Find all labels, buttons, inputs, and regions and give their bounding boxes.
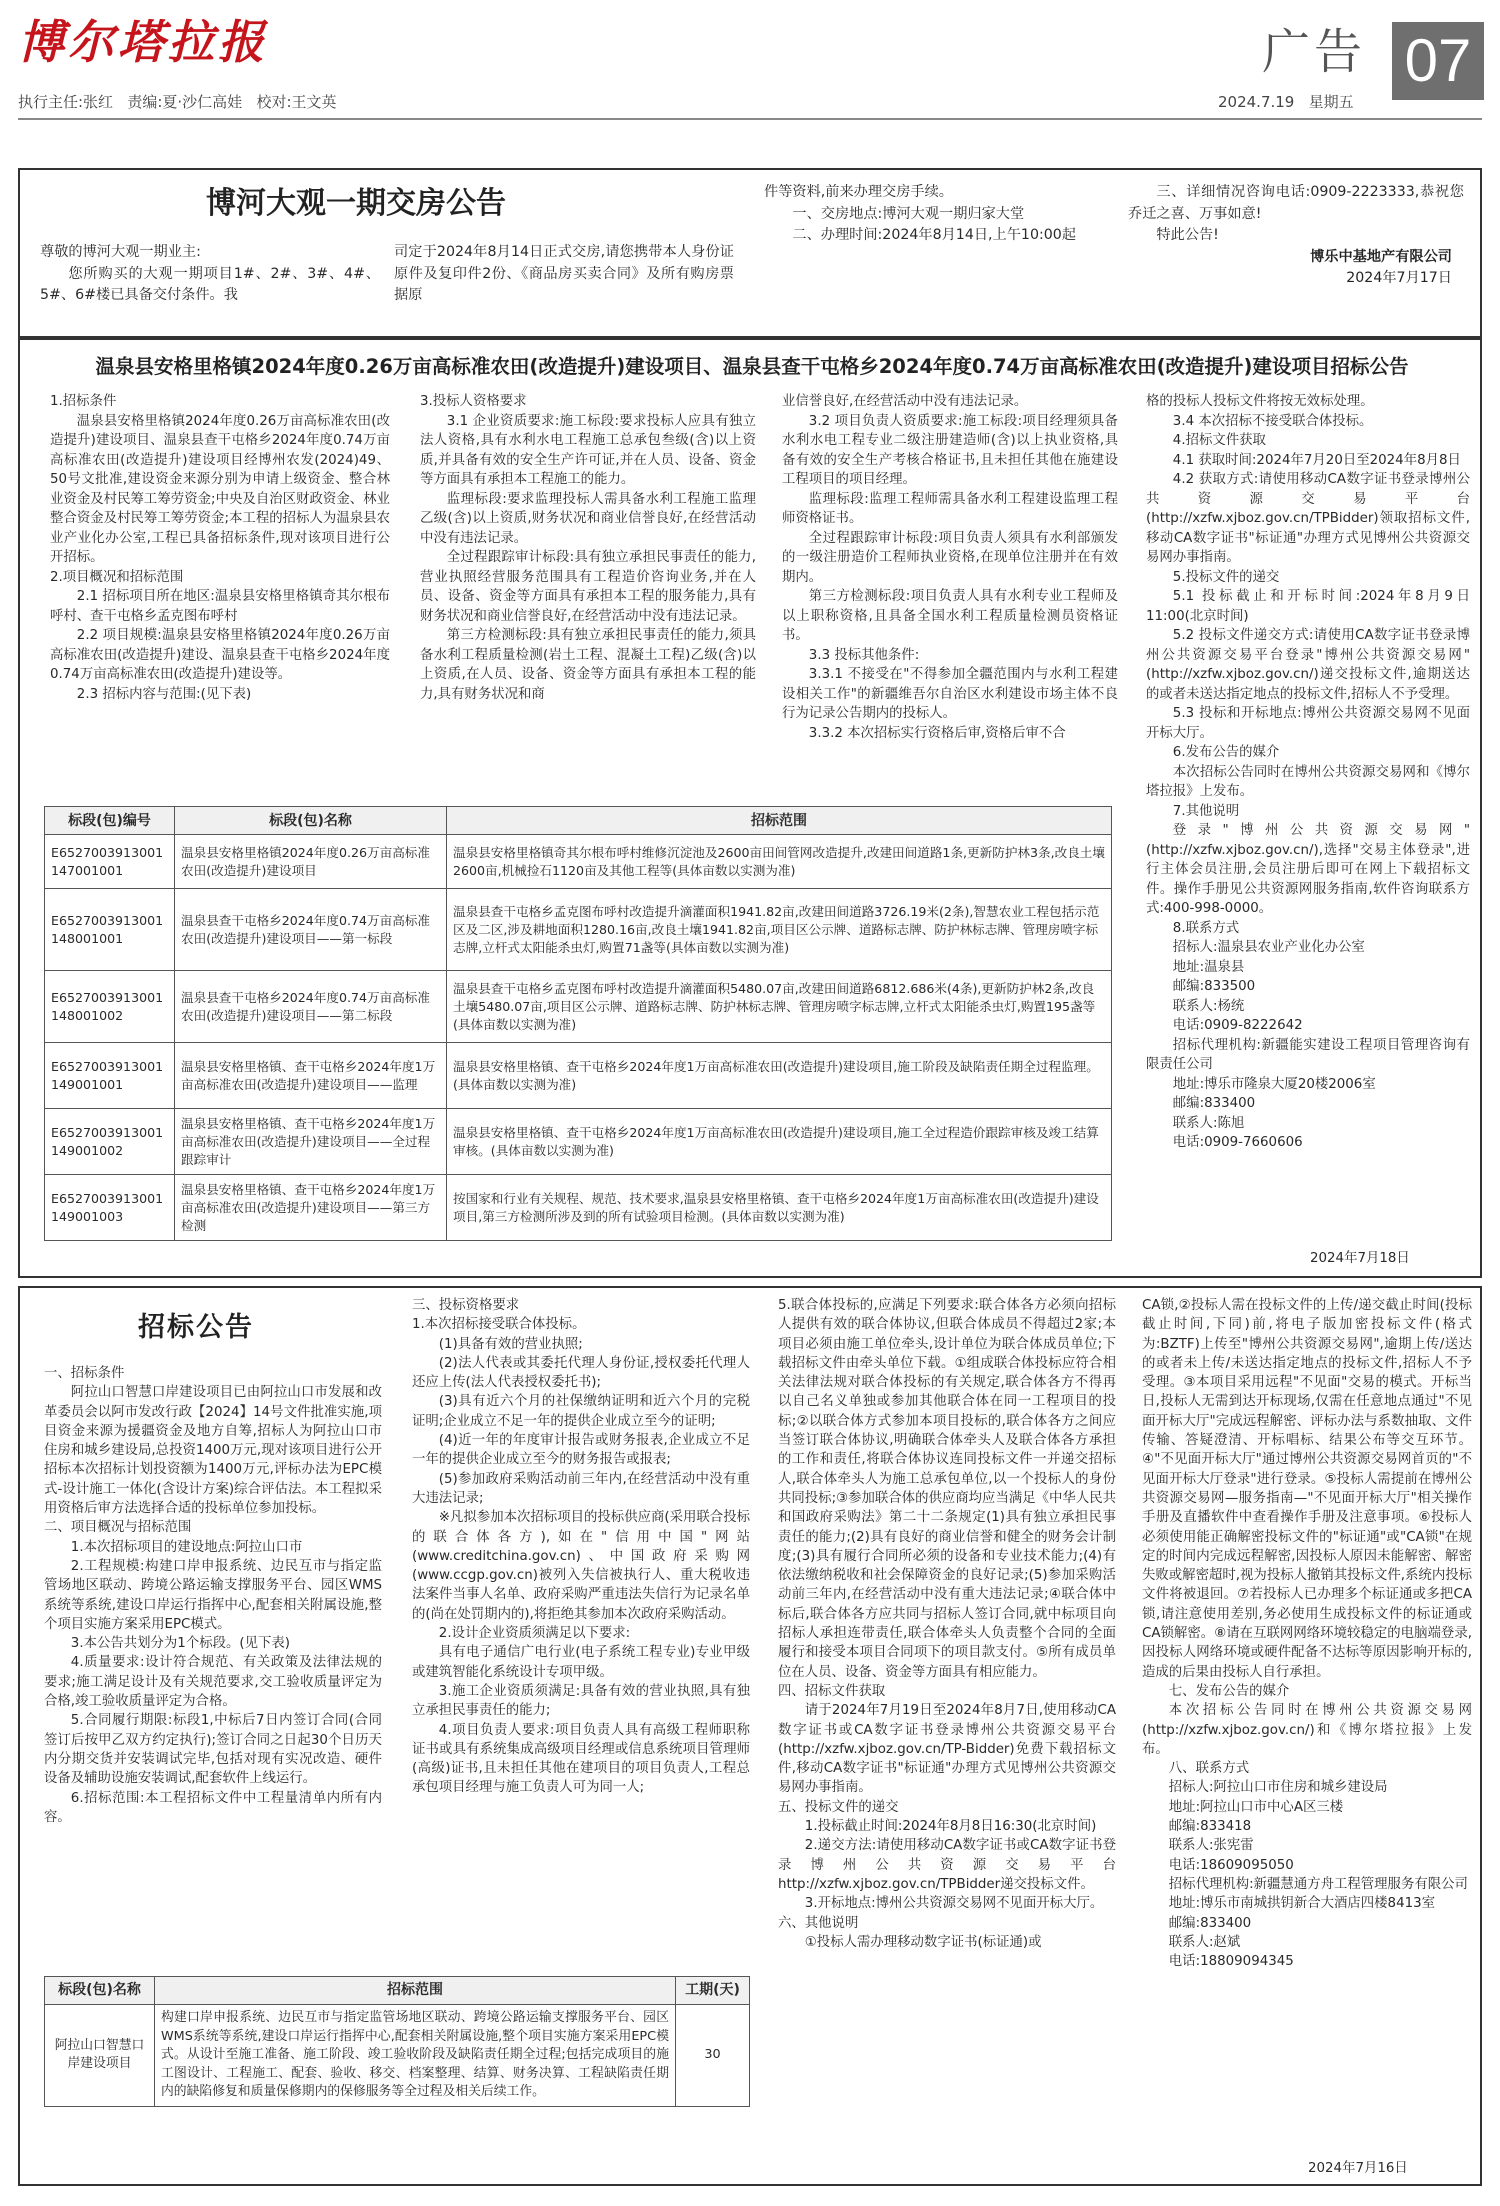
paragraph: (4)近一年的年度审计报告或财务报表,企业成立不足一年的提供企业成立至今的财务报告或报表; [412,1433,750,1468]
paragraph: 6.招标范围:本工程招标文件中工程量清单内所有内容。 [44,1790,382,1825]
table-cell: E6527003913001148001001 [45,889,175,971]
paragraph: 监理标段:要求监理投标人需具备水利工程施工监理乙级(含)以上资质,财务状况和商业信誉良好,在经营活动中没有违法记录。 [420,491,756,546]
paragraph: (5)参加政府采购活动前三年内,在经营活动中没有重大违法记录; [412,1471,750,1506]
date-line: 2024.7.19 星期五 [1218,93,1354,111]
column-header: 标段(包)编号 [45,807,175,835]
paragraph: 全过程跟踪审计标段:具有独立承担民事责任的能力,营业执照经营服务范围具有工程造价咨询业务,并在人员、设备、资金等方面具有承担本工程的服务能力,具有财务状况和商业信誉良好,在经营活动中没有违法记录。 [420,550,756,624]
paragraph: 2.2 项目规模:温泉县安格里格镇2024年度0.26万亩高标准农田(改造提升)建设、温泉县查干屯格乡2024年度0.74万亩高标准农田(改造提升)建设等。 [50,628,390,682]
housing-notice [18,168,1482,338]
paragraph: 5.合同履行期限:标段1,中标后7日内签订合同(合同签订后按甲乙双方约定执行);签订合同之日起30个日历天内分期交货并安装调试完毕,包括对现有实况改造、硬件设备及辅助设施安装调试,配套软件上线运行。 [44,1713,382,1787]
paragraph: 4.2 获取方式:请使用移动CA数字证书登录博州公共资源交易平台(http://xzfw.xjboz.gov.cn/TPBidder)领取招标文件,移动CA数字证书"标证通"办理方式见博州公共资源交易网办事指南。 [1146,472,1470,565]
page-number: 07 [1392,22,1484,100]
notice-col-4 [1146,392,1470,1153]
paragraph: 5.3 投标和开标地点:博州公共资源交易网不见面开标大厅。 [1146,706,1470,741]
notice-title: 温泉县安格里格镇2024年度0.26万亩高标准农田(改造提升)建设项目、温泉县查干屯格乡2024年度0.74万亩高标准农田(改造提升)建设项目招标公告 [95,355,1409,378]
paragraph: 二、办理时间:2024年8月14日,上午10:00起 [792,227,1077,243]
paragraph: (2)法人代表或其委托代理人身份证,授权委托代理人还应上传(法人代表授权委托书); [412,1355,750,1391]
notice-col-3 [782,392,1118,743]
paragraph: 三、详细情况咨询电话:0909-2223333,恭祝您乔迁之喜、万事如意! [1128,184,1464,222]
paragraph: 2.设计企业资质须满足以下要求: [438,1626,631,1642]
table-cell: 温泉县安格里格镇2024年度0.26万亩高标准农田(改造提升)建设项目 [175,835,447,889]
paragraph: 4.质量要求:设计符合规范、有关政策及法律法规的要求;施工满足设计及有关规范要求,交工验收质量评定为合格,竣工验收质量评定为合格。 [44,1655,382,1710]
paragraph: 3.4 本次招标不接受联合体投标。 [1172,413,1373,429]
paragraph: 八、联系方式 [1168,1761,1250,1777]
notice-col-2 [394,242,734,307]
paragraph: 地址:温泉县 [1172,959,1245,975]
table-cell: 温泉县安格里格镇、查干屯格乡2024年度1万亩高标准农田(改造提升)建设项目,施工阶段及缺陷责任期全过程监理。(具体亩数以实测为准) [447,1043,1112,1109]
paragraph: 您所购买的大观一期项目1#、2#、3#、4#、5#、6#楼已具备交付条件。我 [40,265,380,303]
table-cell: 温泉县安格里格镇、查干屯格乡2024年度1万亩高标准农田(改造提升)建设项目——全过程跟踪审计 [175,1109,447,1175]
masthead-rule [18,118,1482,120]
table-cell: 温泉县安格里格镇奇其尔根布呼村维修沉淀池及2600亩田间管网改造提升,改建田间道路1条,更新防护林3条,改良土壤2600亩,机械捡石1120亩及其他工程等(具体亩数以实测为准) [447,835,1112,889]
paragraph: 六、其他说明 [778,1915,859,1931]
notice-col-4 [1128,182,1464,290]
farmland-bid-notice [18,338,1482,1278]
table-cell: 阿拉山口智慧口岸建设项目 [45,2005,155,2107]
table-cell: 温泉县安格里格镇、查干屯格乡2024年度1万亩高标准农田(改造提升)建设项目——监理 [175,1043,447,1109]
paragraph: 一、交房地点:博河大观一期归家大堂 [792,205,1025,222]
paragraph: 地址:博乐市隆泉大厦20楼2006室 [1172,1076,1376,1092]
paragraph: 第三方检测标段:项目负责人具有水利专业工程师及以上职称资格,且具备全国水利工程质量检测员资格证书。 [782,589,1118,643]
notice-title: 招标公告 [138,1312,254,1343]
paragraph: 3.本公告共划分为1个标段。(见下表) [70,1636,291,1652]
paragraph: 2.工程规模:构建口岸申报系统、边民互市与指定监管场地区联动、跨境公路运输支撑服务平台、园区WMS系统等系统,建设口岸运行指挥中心,配套相关附属设施,整个项目实施方案采用EPC模式。 [44,1558,382,1632]
paragraph: ※凡拟参加本次招标项目的投标供应商(采用联合投标的联合体各方),如在"信用中国"网站(www.creditchina.gov.cn)、中国政府采购网(www.ccgp.gov.cn)被列入失信被执行人、重大税收违法案件当事人名单、政府采购严重违法失信行为记录名单的(尚在处罚期内的),将拒绝其参加本次政府采购活动。 [412,1510,750,1622]
paragraph: 2.递交方法:请使用移动CA数字证书或CA数字证书登录博州公共资源交易平台http://xzfw.xjboz.gov.cn/TPBidder递交投标文件。 [778,1838,1116,1892]
table-cell: E6527003913001149001001 [45,1043,175,1109]
paragraph: 8.联系方式 [1172,920,1240,936]
editor-line: 执行主任:张红 责编:夏·沙仁高娃 校对:王文英 [18,93,337,111]
table-row [45,1109,1112,1175]
paragraph: 5.1 投标截止和开标时间:2024年8月9日11:00(北京时间) [1146,589,1470,624]
paragraph: 三、投标资格要求 [412,1298,520,1313]
paragraph: 7.其他说明 [1172,803,1240,819]
table-cell: 构建口岸申报系统、边民互市与指定监管场地区联动、跨境公路运输支撑服务平台、园区WMS系统等系统,建设口岸运行指挥中心,配套相关附属设施,整个项目实施方案采用EPC模式。从设计至施工准备、施工阶段、竣工验收阶段及缺陷责任期全过程;包括完成项目的施工图设计、工程施工、配套、验收、移交、档案整理、结算、财务决算、工程缺陷责任期内的缺陷修复和质量保修期内的保修服务等全过程及相关后续工作。 [155,2005,676,2107]
notice-date: 2024年7月16日 [1308,2161,1408,2176]
notice-col-3 [764,182,1104,247]
paragraph: 件等资料,前来办理交房手续。 [764,184,953,200]
paragraph: 1.招标条件 [50,394,117,409]
paragraph: 电话:18609095050 [1168,1857,1294,1873]
paragraph: 4.项目负责人要求:项目负责人具有高级工程师职称证书或具有系统集成高级项目经理或信息系统项目管理师(高级)证书,且未担任其他在建项目的项目负责人,工程总承包项目经理与施工负责人可为同一人; [412,1722,750,1796]
table-cell: 温泉县查干屯格乡孟克图布呼村改造提升滴灌面积5480.07亩,改建田间道路6812.686米(4条),更新防护林2条,改良土壤5480.07亩,项目区公示牌、道路标志牌、防护林标志牌、管理房喷字标志牌,立杆式太阳能杀虫灯,购置195盏等(具体亩数以实测为准) [447,971,1112,1043]
paragraph: 第三方检测标段:具有独立承担民事责任的能力,须具备水利工程质量检测(岩土工程、混凝土工程)乙级(含)以上资质,在人员、设备、资金等方面具有承担本工程的能力,具有财务状况和商 [420,628,756,702]
paragraph: 2.1 招标项目所在地区:温泉县安格里格镇奇其尔根布呼村、查干屯格乡孟克图布呼村 [50,589,390,624]
table-row [45,835,1112,889]
paragraph: ①投标人需办理移动数字证书(标证通)或 [804,1934,1042,1950]
paragraph: 1.本次招标接受联合体投标。 [412,1317,586,1333]
paragraph: 业信誉良好,在经营活动中没有违法记录。 [782,394,1028,409]
paragraph: 五、投标文件的递交 [778,1799,899,1815]
paragraph: 本次招标公告同时在博州公共资源交易网和《博尔塔拉报》上发布。 [1146,764,1470,799]
paragraph: 本次招标公告同时在博州公共资源交易网(http://xzfw.xjboz.gov.cn/)和《博尔塔拉报》上发布。 [1142,1703,1472,1757]
table-row [45,971,1112,1043]
paragraph: 二、项目概况与招标范围 [44,1520,192,1536]
table-cell: 按国家和行业有关规程、规范、技术要求,温泉县安格里格镇、查干屯格乡2024年度1万亩高标准农田(改造提升)建设项目,第三方检测所涉及到的所有试验项目检测。(具体亩数以实测为准) [447,1175,1112,1241]
paragraph: 登录"博州公共资源交易网"(http://xzfw.xjboz.gov.cn/),选择"交易主体登录",进行主体会员注册,会员注册后即可在网上下载招标文件。操作手册见公共资源网服务指南,软件咨询联系方式:400-998-0000。 [1146,823,1470,916]
paragraph: 特此公告! [1156,227,1219,243]
table-cell: 温泉县查干屯格乡孟克图布呼村改造提升滴灌面积1941.82亩,改建田间道路3726.19米(2条),智慧农业工程包括示范区及二区,涉及耕地面积1280.16亩,改良土壤1941.82亩,项目区公示牌、道路标志牌、防护林标志牌、管理房喷字标志牌,立杆式太阳能杀虫灯,购置71盏等(具体亩数以实测为准) [447,889,1112,971]
notice-col-1 [50,392,390,704]
paragraph: 3.1 企业资质要求:施工标段:要求投标人应具有独立法人资格,具有水利水电工程施工总承包叁级(含)以上资质,并具备有效的安全生产许可证,并在人员、设备、资金等方面具有承担本工程施工的能力。 [420,413,756,487]
paragraph: 5.联合体投标的,应满足下列要求:联合体各方必须向招标人提供有效的联合体协议,但联合体成员不得超过2家;本项目必须由施工单位牵头,设计单位为联合体成员单位;下载招标文件由牵头单位下载。①组成联合体投标应符合相关法律法规对联合体投标的有关规定,联合体各方不得再以自己名义单独或参加其他联合体在同一工程项目的投标;②以联合体方式参加本项目投标的,联合体各方之间应当签订联合体协议,明确联合体牵头人及联合体各方承担的工作和责任,将联合体协议连同投标文件一并递交招标人,联合体牵头人为施工总承包单位,以一个投标人的身份共同投标;③参加联合体的供应商均应当满足《中华人民共和国政府采购法》第二十二条规定(1)具有独立承担民事责任的能力;(2)具有良好的商业信誉和健全的财务会计制度;(3)具有履行合同所必须的设备和专业技术能力;(4)有依法缴纳税收和社会保障资金的良好记录;(5)参加采购活动前三年内,在经营活动中没有重大违法记录;④联合体中标后,联合体各方应共同与招标人签订合同,就中标项目向招标人承担连带责任,联合体牵头人负责整个合同的全面履行和接受本项目合同项下的项目款支付。⑤所有成员单位在人员、设备、资金等方面具有相应能力。 [778,1298,1116,1680]
paragraph: 3.开标地点:博州公共资源交易网不见面开标大厅。 [804,1896,1104,1912]
paragraph: 5.2 投标文件递交方式:请使用CA数字证书登录博州公共资源交易平台登录"博州公共资源交易网"(http://xzfw.xjboz.gov.cn/)递交投标文件,逾期送达的或者未送达指定地点的投标文件,招标人不予受理。 [1146,628,1470,702]
paragraph: 4.招标文件获取 [1172,433,1266,448]
paragraph: 3.3 投标其他条件: [808,647,920,663]
paragraph: 4.1 获取时间:2024年7月20日至2024年8月8日 [1172,452,1461,468]
table-cell: E6527003913001149001002 [45,1109,175,1175]
table-header-row [45,807,1112,835]
column-header: 标段(包)名称 [45,1977,155,2005]
paragraph: 3.3.1 不接受在"不得参加全疆范围内与水利工程建设相关工作"的新疆维吾尔自治区水利建设市场主体不良行为记录公告期内的投标人。 [782,667,1118,721]
paragraph: 3.2 项目负责人资质要求:施工标段:项目经理须具备水利水电工程专业二级注册建造师(含)以上执业资格,具备有效的安全生产考核合格证书,且未担任其他在施建设工程项目的项目经理。 [782,413,1118,487]
paragraph: 3.投标人资格要求 [420,394,527,409]
notice-col-1 [44,1364,382,1827]
newspaper-logo: 博尔塔拉报 [18,15,268,69]
table-cell: 温泉县查干屯格乡2024年度0.74万亩高标准农田(改造提升)建设项目——第二标段 [175,971,447,1043]
paragraph: 全过程跟踪审计标段:项目负责人须具有水利部颁发的一级注册造价工程师执业资格,在现单位注册并在有效期内。 [782,530,1118,585]
table-row [45,1175,1112,1241]
paragraph: 5.投标文件的递交 [1172,569,1280,585]
paragraph: 请于2024年7月19日至2024年8月7日,使用移动CA数字证书或CA数字证书登录博州公共资源交易平台(http://xzfw.xjboz.gov.cn/TP-Bidder)免费下载招标文件,移动CA数字证书"标证通"办理方式见博州公共资源交易网办事指南。 [778,1703,1116,1796]
paragraph: 电话:0909-7660606 [1172,1135,1303,1150]
paragraph: (3)具有近六个月的社保缴纳证明和近六个月的完税证明;企业成立不足一年的提供企业成立至今的证明; [412,1394,750,1429]
table-cell: 温泉县安格里格镇、查干屯格乡2024年度1万亩高标准农田(改造提升)建设项目,施工全过程造价跟踪审核及竣工结算审核。(具体亩数以实测为准) [447,1109,1112,1175]
masthead [0,0,1500,130]
paragraph: 6.发布公告的媒介 [1172,745,1280,760]
table-row [45,2005,750,2107]
paragraph: 联系人:杨统 [1172,998,1245,1014]
paragraph: 招标人:阿拉山口市住房和城乡建设局 [1168,1780,1388,1796]
paragraph: 招标代理机构:新疆能实建设工程项目管理咨询有限责任公司 [1146,1037,1470,1072]
paragraph: 2.3 招标内容与范围:(见下表) [76,686,252,702]
bid-section-table [44,1976,750,2107]
notice-col-3 [778,1296,1116,1952]
paragraph: 具有电子通信广电行业(电子系统工程专业)专业甲级或建筑智能化系统设计专项甲级。 [412,1645,750,1680]
paragraph: 一、招标条件 [44,1366,125,1381]
paragraph: (1)具备有效的营业执照; [438,1336,583,1352]
paragraph: 3.3.2 本次招标实行资格后审,资格后审不合 [808,725,1066,741]
table-cell: 30 [676,2005,750,2107]
notice-date: 2024年7月17日 [1346,270,1452,286]
table-cell: 温泉县安格里格镇、查干屯格乡2024年度1万亩高标准农田(改造提升)建设项目——第三方检测 [175,1175,447,1241]
paragraph: 地址:博乐市南城拱钥新合大酒店四楼8413室 [1168,1896,1436,1912]
paragraph: CA锁,②投标人需在投标文件的上传/递交截止时间(投标截止时间,下同)前,将电子版加密投标文件(格式为:BZTF)上传至"博州公共资源交易网",逾期上传/送达的或者未上传/未送达指定地点的投标文件,招标人不予受理。③本项目采用远程"不见面"交易的模式。开标当日,投标人无需到达开标现场,仅需在任意地点通过"不见面开标大厅"完成远程解密、评标办法与系数抽取、文件传输、答疑澄清、开标唱标、结果公布等交互环节。④"不见面开标大厅"通过博州公共资源交易网首页的"不见面开标大厅登录"进行登录。⑤投标人需提前在博州公共资源交易网—服务指南—"不见面开标大厅"相关操作手册及直播软件中查看操作手册及注意事项。⑥投标人必须使用能正确解密投标文件的"标证通"或"CA锁"在规定的时间内完成远程解密,因投标人原因未能解密、解密失败或解密超时,视为投标人撤销其投标文件,系统内投标文件将被退回。⑦若投标人已办理多个标证通或多把CA锁,请注意使用差别,务必使用生成投标文件的标证通或CA锁解密。⑧请在互联网网络环境较稳定的电脑端登录,因投标人网络环境或硬件配备不达标等原因影响开标的,造成的后果由投标人自行承担。 [1142,1298,1472,1680]
paragraph: 联系人:赵斌 [1168,1934,1241,1950]
signer: 博乐中基地产有限公司 [1310,248,1452,265]
notice-date: 2024年7月18日 [1310,1251,1410,1266]
table-cell: E6527003913001148001002 [45,971,175,1043]
notice-col-2 [420,392,756,704]
paragraph: 阿拉山口智慧口岸建设项目已由阿拉山口市发展和改革委员会以阿市发改行政【2024】14号文件批准实施,项目资金来源为援疆资金及地方自筹,招标人为阿拉山口市住房和城乡建设局,总投资1400万元,现对该项目进行公开招标本次招标计划投资额为1400万元,评标办法为EPC模式-设计施工一体化(含设计方案)综合评估法。本工程拟采用资格后审方法选择合适的投标单位参加投标。 [44,1385,382,1517]
paragraph: 司定于2024年8月14日正式交房,请您携带本人身份证原件及复印件2份、《商品房买卖合同》及所有购房票据原 [394,244,734,303]
paragraph: 格的投标人投标文件将按无效标处理。 [1146,394,1374,409]
paragraph: 监理标段:监理工程师需具备水利工程建设监理工程师资格证书。 [782,491,1118,526]
paragraph: 招标代理机构:新疆慧通方舟工程管理服务有限公司 [1168,1876,1468,1892]
paragraph: 地址:阿拉山口市中心A区三楼 [1168,1799,1344,1815]
notice-col-2 [412,1296,750,1798]
port-bid-notice [18,1286,1482,2186]
paragraph: 3.施工企业资质须满足:具备有效的营业执照,具有独立承担民事责任的能力; [412,1683,750,1719]
table-cell: 温泉县查干屯格乡2024年度0.74万亩高标准农田(改造提升)建设项目——第一标段 [175,889,447,971]
notice-title: 博河大观一期交房公告 [206,186,506,221]
paragraph: 温泉县安格里格镇2024年度0.26万亩高标准农田(改造提升)建设项目、温泉县查干屯格乡2024年度0.74万亩高标准农田(改造提升)建设项目经博州农发(2024)49、50号文批准,建设资金来源分别为申请上级资金、整合林业资金及村民筹工筹劳资金;中央及自治区财政资金、林业整合资金及村民筹工筹劳资金;本工程的招标人为温泉县农业产业化办公室,工程已具备招标条件,现对该项目进行公开招标。 [50,413,390,565]
table-row [45,889,1112,971]
paragraph: 1.投标截止时间:2024年8月8日16:30(北京时间) [804,1819,1097,1835]
table-header-row [45,1977,750,2005]
notice-col-1 [40,242,380,307]
paragraph: 邮编:833400 [1168,1915,1252,1931]
paragraph: 招标人:温泉县农业产业化办公室 [1172,940,1365,955]
paragraph: 邮编:833400 [1172,1096,1256,1111]
column-header: 招标范围 [155,1977,676,2005]
paragraph: 四、招标文件获取 [778,1683,886,1699]
paragraph: 1.本次招标项目的建设地点:阿拉山口市 [70,1539,303,1555]
paragraph: 电话:18809094345 [1168,1954,1294,1970]
paragraph: 2.项目概况和招标范围 [50,569,184,585]
paragraph: 邮编:833500 [1172,979,1256,994]
paragraph: 联系人:陈旭 [1172,1115,1245,1131]
table-cell: E6527003913001147001001 [45,835,175,889]
column-header: 标段(包)名称 [175,807,447,835]
table-cell: E6527003913001149001003 [45,1175,175,1241]
table-row [45,1043,1112,1109]
paragraph: 七、发布公告的媒介 [1168,1683,1290,1699]
paragraph: 联系人:张宪雷 [1168,1838,1254,1854]
paragraph: 电话:0909-8222642 [1172,1018,1303,1033]
column-header: 工期(天) [676,1977,750,2005]
paragraph: 尊敬的博河大观一期业主: [40,244,201,260]
paragraph: 邮编:833418 [1168,1819,1252,1835]
column-header: 招标范围 [447,807,1112,835]
section-label: 广告 [1262,24,1367,80]
bid-section-table [44,806,1112,1241]
notice-col-4 [1142,1296,1472,1971]
